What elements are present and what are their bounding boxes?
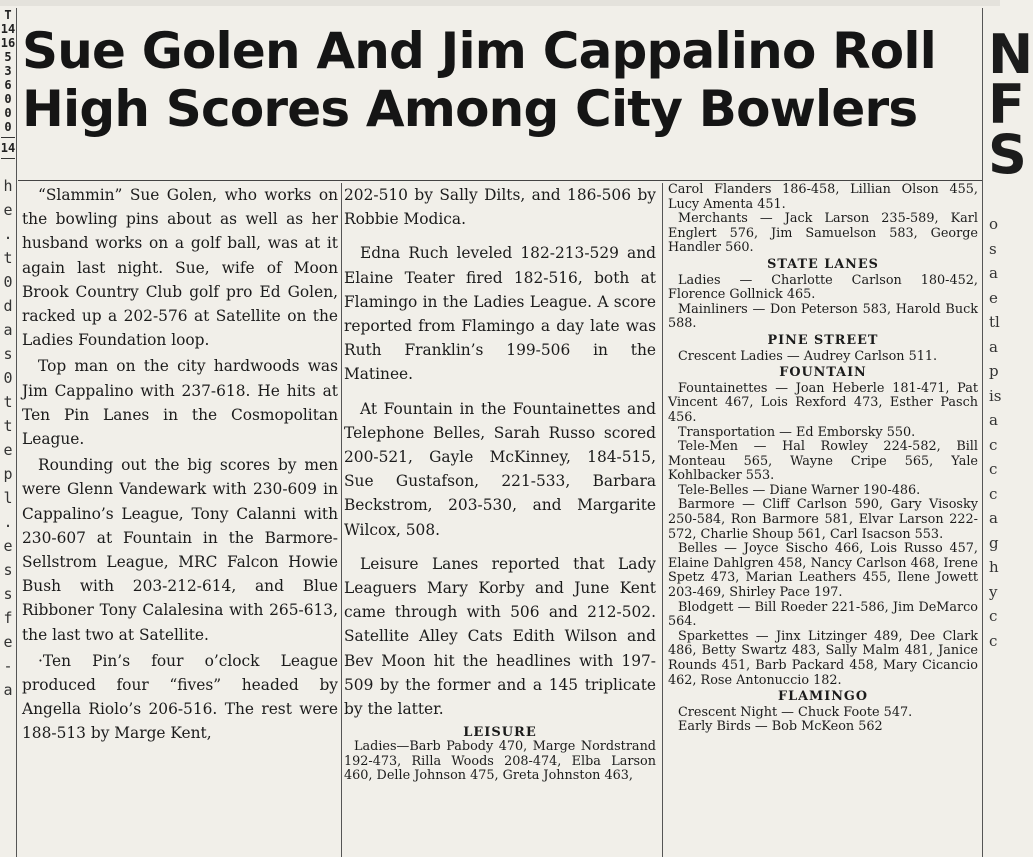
results-entry: Early Birds — Bob McKeon 562	[678, 719, 883, 735]
clipped-text-fragment: tl	[989, 313, 1000, 331]
clipped-text-fragment: y	[989, 582, 998, 601]
clipped-headline-fragment: F	[988, 73, 1025, 136]
margin-divider	[1, 137, 15, 138]
clipped-text-fragment: c	[989, 631, 998, 650]
article-column-1	[22, 183, 338, 853]
clipped-text-fragment: s	[989, 239, 997, 258]
article-paragraph: “Slammin” Sue Golen, who works on the bowling pins about as well as her husband works on a golf ball, was at it again last night. Sue, wife of Moon Brook Country Club golf pro Ed Golen, racked up a 202-576 at Satellite on the Ladies Foundation loop.	[22, 186, 338, 350]
clipped-text-fragment: t	[3, 417, 13, 435]
clipped-text-fragment: c	[989, 607, 998, 625]
clipped-text-fragment: a	[3, 681, 13, 699]
clipped-text-fragment: a	[989, 264, 998, 282]
results-entry: Mainliners — Don Peterson 583, Harold Buck 588.	[668, 301, 978, 332]
article-headline	[22, 22, 980, 138]
results-column	[668, 183, 978, 853]
margin-page-number: 14	[0, 141, 16, 155]
clipped-text-fragment: e	[3, 441, 13, 459]
clipped-text-fragment: s	[3, 345, 13, 363]
article-paragraph: At Fountain in the Fountainettes and Telephone Belles, Sarah Russo scored 200-521, Gayle McKinney, 184-515, Sue Gustafson, 221-533, Barbara Beckstrom, 203-530, and Margarite Wilcox, 508.	[344, 399, 656, 539]
clipped-text-fragment: s	[3, 561, 13, 579]
results-entry: Tele-Men — Hal Rowley 224-582, Bill Monteau 565, Wayne Cripe 565, Yale Kohlbacker 553.	[668, 439, 978, 484]
clipped-headline-fragment: S	[988, 123, 1027, 186]
clipped-text-fragment: c	[989, 460, 998, 478]
clipped-text-fragment: 0	[3, 369, 13, 387]
clipped-text-fragment: c	[989, 435, 998, 454]
clipped-text-fragment: p	[989, 362, 999, 380]
article-paragraph: Rounding out the big scores by men were Glenn Vandewark with 230-609 in Cappalino’s League, Tony Calanni with 230-607 at Fountain in the Barmore-Sellstrom League, MRC Falcon Howie Bush with 203-212-614, and Blue Ribboner Tony Calalesina with 265-613, the last two at Satellite.	[22, 456, 338, 644]
margin-page-digit: 0	[4, 106, 12, 120]
clipped-text-fragment: a	[3, 321, 13, 339]
article-paragraph: Leisure Lanes reported that Lady Leaguers Mary Korby and June Kent came through with 506 and 212-502. Satellite Alley Cats Edith Wilson and Bev Moon hit the headlines with 197-509 by the former and a 145 triplicate by the latter.	[344, 554, 656, 719]
results-entry: Crescent Night — Chuck Foote 547.	[678, 704, 913, 720]
clipped-text-fragment: t	[3, 393, 13, 411]
headline-rule	[18, 180, 982, 181]
clipped-text-fragment: l	[3, 489, 13, 507]
clipped-headline-fragment: N	[988, 23, 1033, 86]
left-margin-column	[0, 8, 17, 857]
clipped-text-fragment: is	[989, 386, 1002, 405]
top-page-strip	[0, 0, 1000, 6]
clipped-text-fragment: f	[3, 609, 13, 627]
clipped-text-fragment: -	[3, 657, 13, 675]
clipped-text-fragment: d	[3, 297, 13, 315]
results-entry: Belles — Joyce Sischo 466, Lois Russo 457, Elaine Dahlgren 458, Nancy Carlson 468, Irene Spetz 473, Marian Leathers 455, Ilene Jowett 203-469, Shirley Pace 197.	[668, 541, 978, 601]
clipped-text-fragment: h	[3, 177, 13, 195]
clipped-text-fragment: p	[3, 465, 13, 483]
article-paragraph: ·Ten Pin’s four o’clock League produced four “fives” headed by Angella Riolo’s 206-516. The rest were 188-513 by Marge Kent,	[22, 651, 338, 743]
results-entry: Carol Flanders 186-458, Lillian Olson 455, Lucy Amenta 451.	[668, 182, 978, 212]
results-entry: Blodgett — Bill Roeder 221-586, Jim DeMarco 564.	[668, 599, 978, 630]
clipped-text-fragment: .	[3, 225, 13, 243]
results-entry: Tele-Belles — Diane Warner 190-486.	[678, 482, 921, 498]
results-section-heading: LEISURE	[463, 725, 537, 741]
results-entry: Sparkettes — Jinx Litzinger 489, Dee Clark 486, Betty Swartz 483, Sally Malm 481, Janice Rounds 451, Barb Packard 458, Mary Cicancio 462, Rose Antonuccio 182.	[668, 628, 978, 688]
article-paragraph: Edna Ruch leveled 182-213-529 and Elaine Teater fired 182-516, both at Flamingo in the Ladies League. A score reported from Flamingo a day late was Ruth Franklin’s 199-506 in the Matinee.	[344, 244, 656, 384]
clipped-text-fragment: s	[3, 585, 13, 603]
results-section-heading: STATE LANES	[767, 256, 879, 272]
clipped-text-fragment: e	[3, 633, 13, 651]
article-column-2	[344, 183, 656, 853]
margin-page-digit: 0	[4, 120, 12, 134]
margin-page-digit: 14	[0, 22, 16, 36]
clipped-text-fragment: o	[989, 215, 999, 233]
results-section-heading: FOUNTAIN	[779, 365, 867, 381]
results-entry: Ladies—Barb Pabody 470, Marge Nordstrand 192-473, Rilla Woods 208-474, Elba Larson 460, Delle Johnson 475, Greta Johnston 463,	[344, 739, 656, 784]
clipped-text-fragment: 0	[3, 273, 13, 291]
headline-line: High Scores Among City Bowlers	[22, 80, 918, 138]
article-paragraph: 202-510 by Sally Dilts, and 186-506 by Robbie Modica.	[344, 186, 656, 229]
clipped-text-fragment: c	[989, 484, 998, 503]
results-entry: Transportation — Ed Emborsky 550.	[678, 424, 916, 440]
clipped-text-fragment: a	[989, 411, 998, 429]
margin-page-digit: 3	[4, 64, 12, 78]
column-divider	[341, 183, 342, 857]
clipped-text-fragment: e	[989, 288, 998, 307]
results-section-heading: PINE STREET	[767, 332, 879, 348]
results-entry: Merchants — Jack Larson 235-589, Karl Englert 576, Jim Samuelson 583, George Handler 560.	[668, 211, 978, 256]
clipped-text-fragment: h	[989, 558, 999, 576]
column-divider	[662, 183, 663, 857]
results-section-heading: FLAMINGO	[778, 689, 868, 705]
headline-line: Sue Golen And Jim Cappalino Roll	[22, 22, 937, 80]
clipped-text-fragment: e	[3, 201, 13, 219]
right-margin-column	[982, 8, 1033, 857]
clipped-text-fragment: t	[3, 249, 13, 267]
clipped-text-fragment: g	[989, 533, 999, 552]
results-entry: Fountainettes — Joan Heberle 181-471, Pat Vincent 467, Lois Rexford 473, Esther Pasch 456.	[668, 380, 978, 425]
article-paragraph: Top man on the city hardwoods was Jim Cappalino with 237-618. He hits at Ten Pin Lanes in the Cosmopolitan League.	[22, 357, 338, 449]
clipped-text-fragment: e	[3, 537, 13, 555]
results-entry: Ladies — Charlotte Carlson 180-452, Florence Gollnick 465.	[668, 272, 978, 303]
margin-page-digit: 0	[4, 92, 12, 106]
margin-page-digit: T	[4, 8, 12, 22]
clipped-text-fragment: a	[989, 337, 998, 356]
clipped-text-fragment: a	[989, 509, 998, 527]
results-entry: Barmore — Cliff Carlson 590, Gary Visosky 250-584, Ron Barmore 581, Elvar Larson 222-572, Charlie Shoup 561, Carl Isacson 553.	[668, 497, 978, 542]
margin-page-digit: 5	[4, 50, 12, 64]
margin-page-digit: 6	[4, 78, 12, 92]
results-entry: Crescent Ladies — Audrey Carlson 511.	[678, 348, 938, 364]
margin-divider	[1, 158, 15, 159]
margin-page-digit: 16	[0, 36, 16, 50]
clipped-text-fragment: .	[3, 513, 13, 531]
